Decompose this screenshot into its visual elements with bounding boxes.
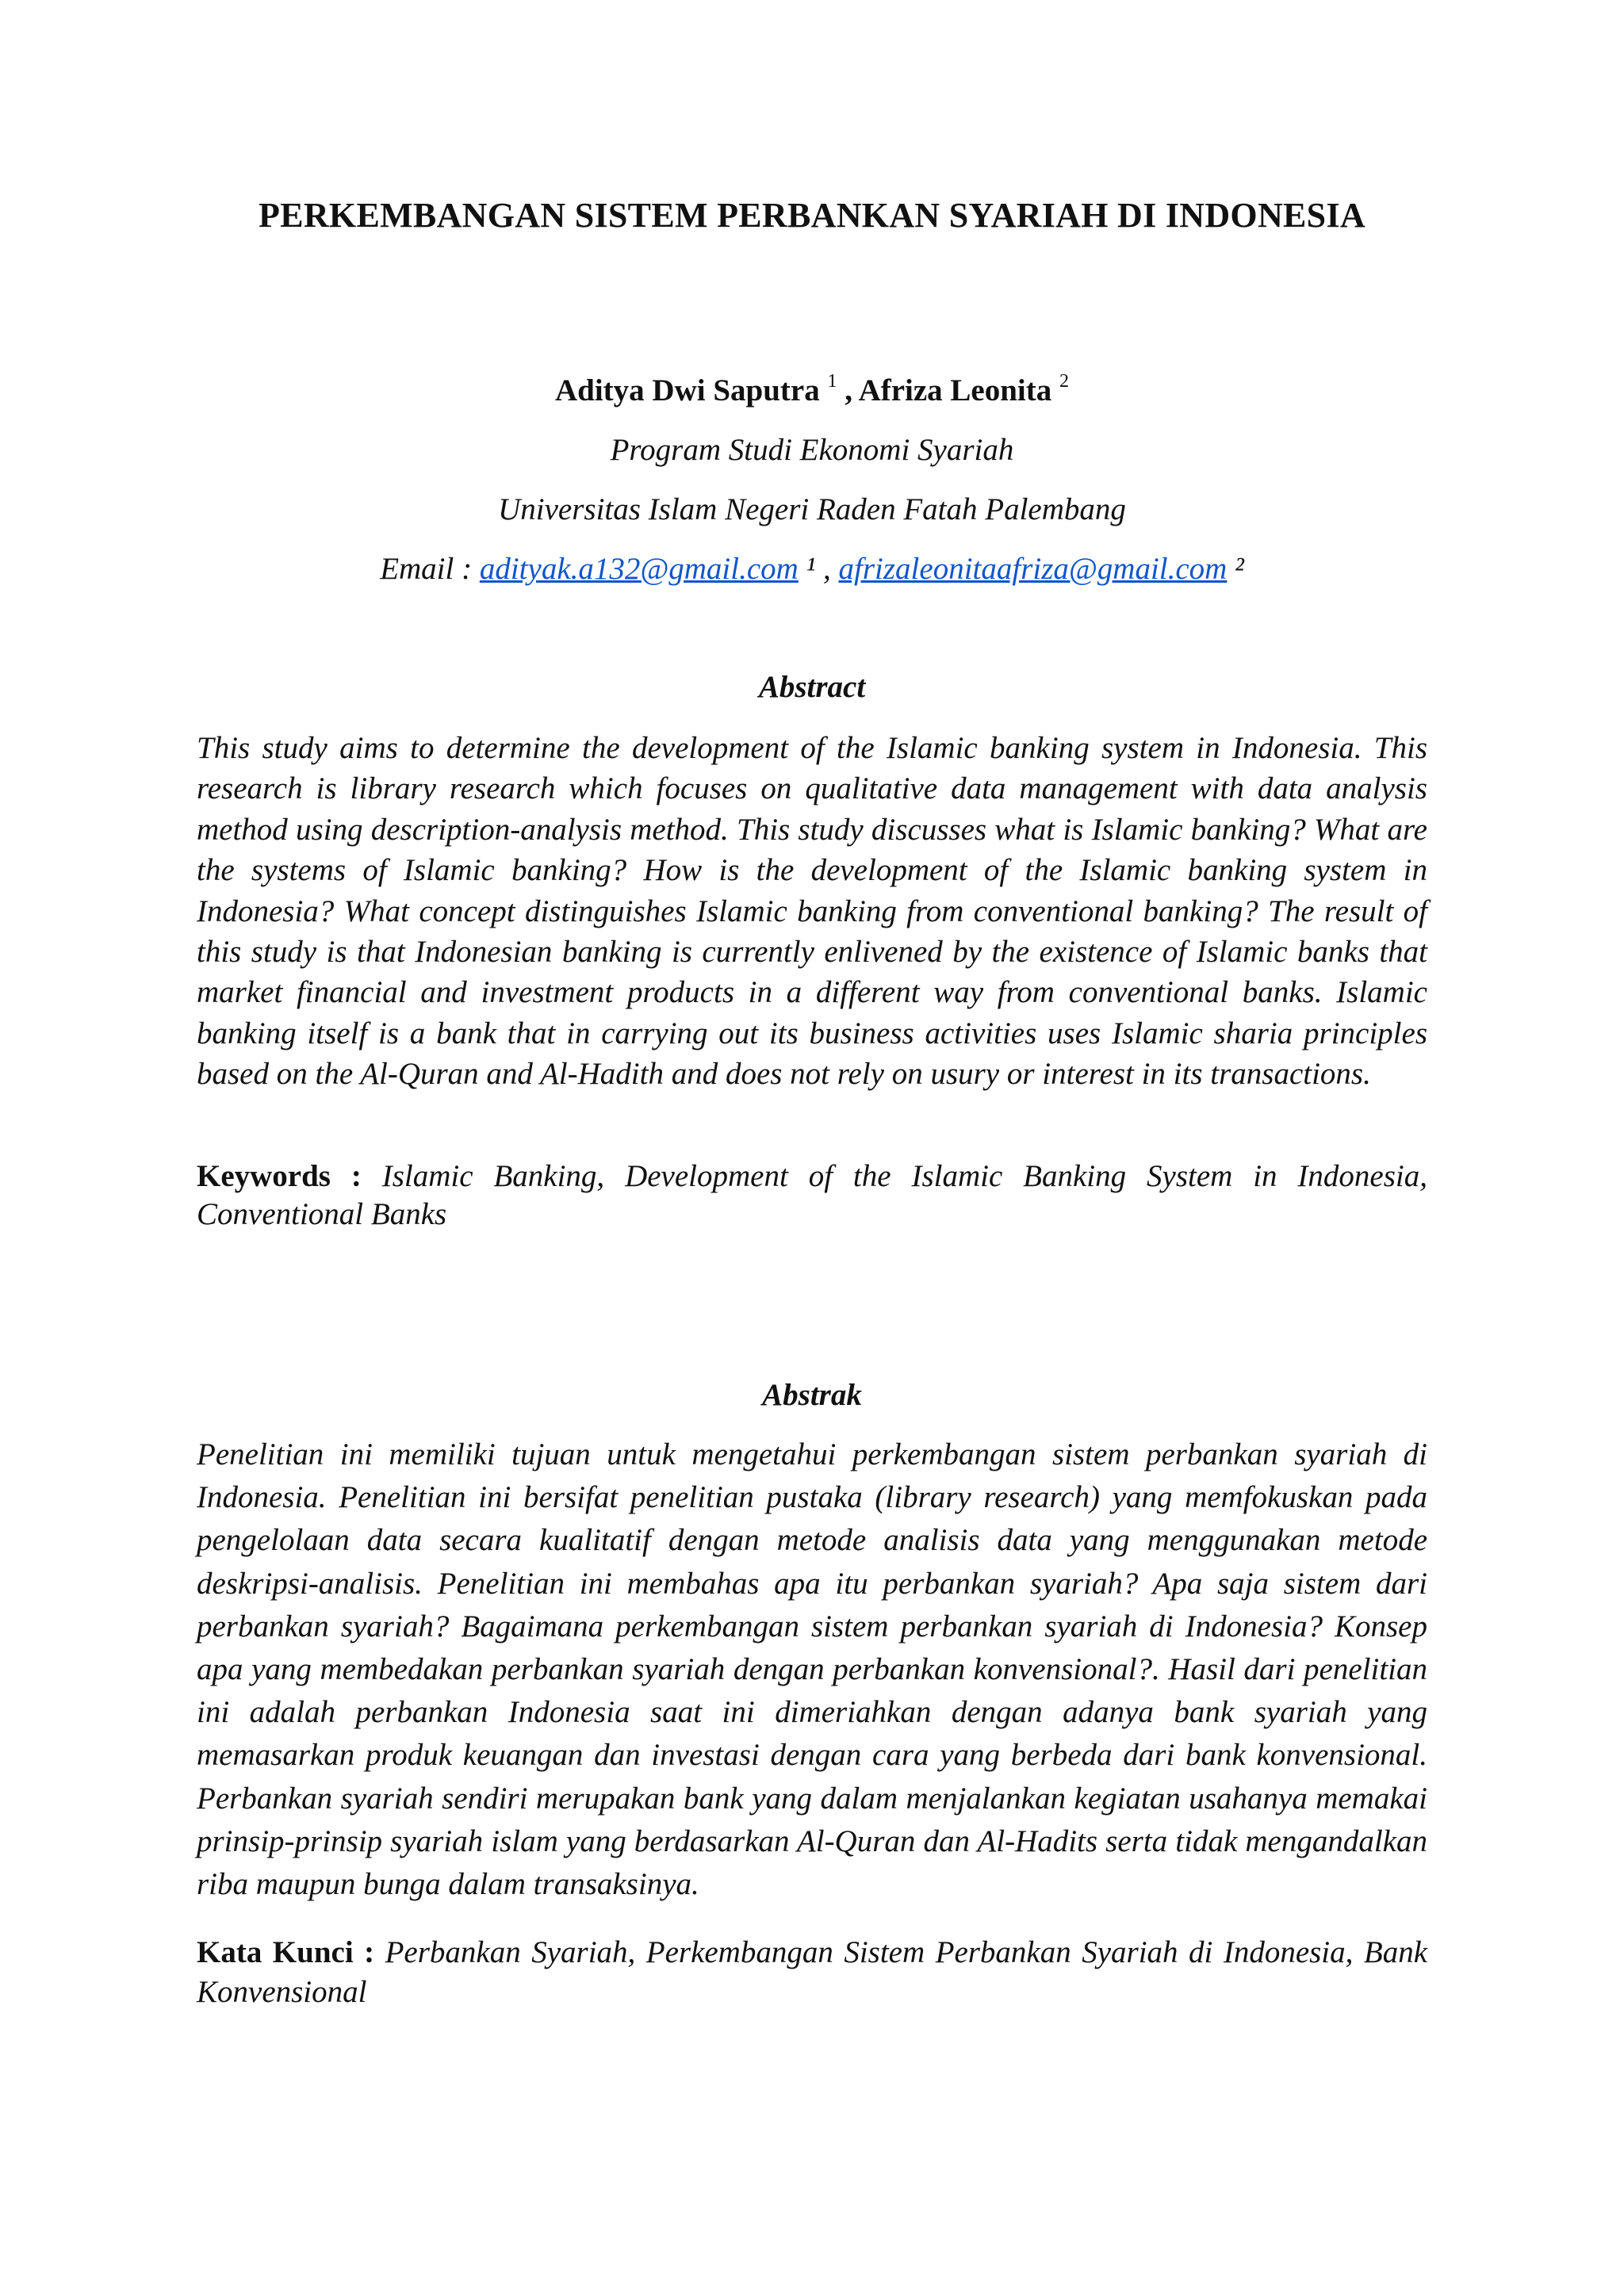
abstrak-heading: Abstrak (762, 1378, 862, 1412)
author-line (0, 373, 1624, 408)
keywords-label: Keywords : (197, 1159, 362, 1193)
kata-kunci-paragraph (197, 1933, 1427, 2012)
paper-title: PERKEMBANGAN SISTEM PERBANKAN SYARIAH DI INDONESIA (259, 196, 1365, 235)
email-label: Email : (380, 552, 473, 586)
author-mark-2: 2 (1059, 371, 1070, 392)
affiliation-university: Universitas Islam Negeri Raden Fatah Palembang (498, 492, 1126, 526)
author-name-1: Aditya Dwi Saputra (554, 373, 820, 408)
email-link-1[interactable]: adityak.a132@gmail.com (479, 552, 799, 586)
kata-kunci-text: Perbankan Syariah, Perkembangan Sistem Perbankan Syariah di Indonesia, Bank Konvensional (197, 1935, 1427, 2009)
email-mark-1: ¹ (806, 552, 816, 586)
email-line (0, 551, 1624, 587)
author-separator: , (845, 373, 852, 408)
abstract-text: This study aims to determine the development of the Islamic banking system in Indonesia. This research is library research which focuses on qualitative data management with data analysis method using description-analysis method. This study discusses what is Islamic banking? What are the systems of Islamic banking? How is the development of the Islamic banking system in Indonesia? What concept distinguishes Islamic banking from conventional banking? The result of this study is that Indonesian banking is currently enlivened by the existence of Islamic banks that market financial and investment products in a different way from conventional banks. Islamic banking itself is a bank that in carrying out its business activities uses Islamic sharia principles based on the Al-Quran and Al-Hadith and does not rely on usury or interest in its transactions. (197, 731, 1427, 1092)
keywords-text: Islamic Banking, Development of the Islamic Banking System in Indonesia, Conventional Banks (197, 1159, 1427, 1231)
author-mark-1: 1 (827, 371, 837, 392)
author-name-2: Afriza Leonita (858, 373, 1052, 408)
email-separator: , (823, 552, 831, 586)
affiliation-program: Program Studi Ekonomi Syariah (610, 433, 1014, 467)
abstract-heading: Abstract (758, 670, 866, 704)
email-mark-2: ² (1235, 552, 1244, 586)
kata-kunci-label: Kata Kunci : (197, 1935, 375, 1969)
keywords-paragraph (197, 1158, 1427, 1234)
email-link-2[interactable]: afrizaleonitaafriza@gmail.com (838, 552, 1228, 586)
abstrak-text: Penelitian ini memiliki tujuan untuk mengetahui perkembangan sistem perbankan syariah di Indonesia. Penelitian ini bersifat penelitian pustaka (library research) yang memfokuskan pada pengelolaan data secara kualitatif dengan metode analisis data yang menggunakan metode deskripsi-analisis. Penelitian ini membahas apa itu perbankan syariah? Apa saja sistem dari perbankan syariah? Bagaimana perkembangan sistem perbankan syariah di Indonesia? Konsep apa yang membedakan perbankan syariah dengan perbankan konvensional?. Hasil dari penelitian ini adalah perbankan Indonesia saat ini dimeriahkan dengan adanya bank syariah yang memasarkan produk keuangan dan investasi dengan cara yang berbeda dari bank konvensional. Perbankan syariah sendiri merupakan bank yang dalam menjalankan kegiatan usahanya memakai prinsip-prinsip syariah islam yang berdasarkan Al-Quran dan Al-Hadits serta tidak mengandalkan riba maupun bunga dalam transaksinya. (197, 1437, 1427, 1902)
